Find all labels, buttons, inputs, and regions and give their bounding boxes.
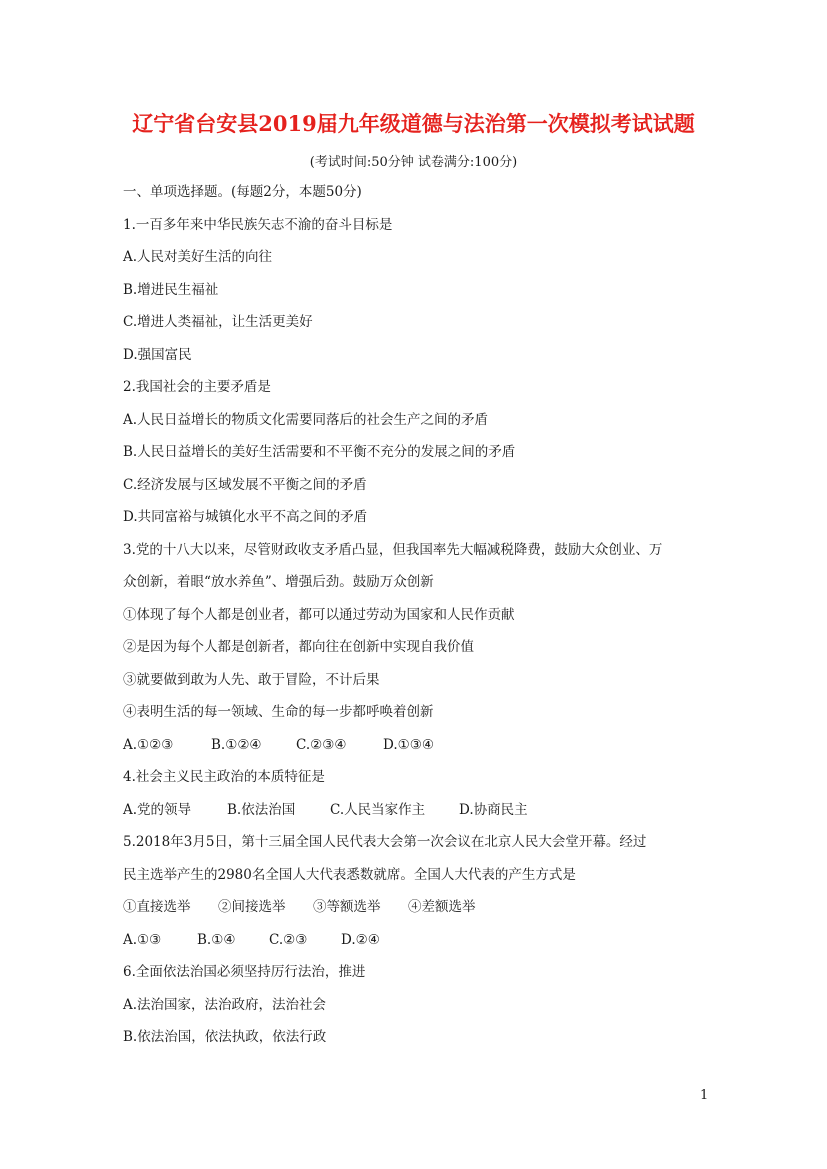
q2-option-a: A.人民日益增长的物质文化需要同落后的社会生产之间的矛盾 xyxy=(123,412,489,428)
q4-option-c: C.人民当家作主 xyxy=(330,802,426,818)
q1-option-a: A.人民对美好生活的向往 xyxy=(123,249,273,265)
q1-stem: 1.一百多年来中华民族矢志不渝的奋斗目标是 xyxy=(123,217,393,233)
q3-option-c: C.②③④ xyxy=(296,737,347,753)
q1-option-b: B.增进民生福祉 xyxy=(123,282,219,298)
q3-option-d: D.①③④ xyxy=(383,737,434,753)
q6-option-b: B.依法治国，依法执政，依法行政 xyxy=(123,1029,327,1045)
q5-statement-1: ①直接选举 xyxy=(123,899,191,915)
q1-option-c: C.增进人类福祉，让生活更美好 xyxy=(123,314,313,330)
q3-statement-3: ③就要做到敢为人先、敢于冒险，不计后果 xyxy=(123,672,380,688)
q5-statement-3: ③等额选举 xyxy=(313,899,381,915)
q4-option-d: D.协商民主 xyxy=(459,802,528,818)
q5-option-b: B.①④ xyxy=(197,932,236,948)
q3-stem-line2: 众创新，着眼“放水养鱼”、增强后劲。鼓励万众创新 xyxy=(123,574,434,590)
q4-options xyxy=(123,801,528,819)
q1-option-d: D.强国富民 xyxy=(123,347,192,363)
page-title: 辽宁省台安县2019届九年级道德与法治第一次模拟考试试题 xyxy=(132,111,695,136)
q3-statement-4: ④表明生活的每一领域、生命的每一步都呼唤着创新 xyxy=(123,704,434,720)
q5-option-c: C.②③ xyxy=(269,932,308,948)
section-heading: 一、单项选择题。(每题2分，本题50分) xyxy=(123,184,362,200)
q2-option-d: D.共同富裕与城镇化水平不高之间的矛盾 xyxy=(123,509,368,525)
q3-option-b: B.①②④ xyxy=(211,737,262,753)
exam-info: (考试时间:50分钟 试卷满分:100分) xyxy=(309,155,518,170)
q3-statement-1: ①体现了每个人都是创业者，都可以通过劳动为国家和人民作贡献 xyxy=(123,607,515,623)
q5-option-a: A.①③ xyxy=(123,932,162,948)
q2-stem: 2.我国社会的主要矛盾是 xyxy=(123,379,271,395)
q5-statement-2: ②间接选举 xyxy=(218,899,286,915)
q5-stem-line2: 民主选举产生的2980名全国人大代表悉数就席。全国人大代表的产生方式是 xyxy=(123,867,576,883)
q2-option-b: B.人民日益增长的美好生活需要和不平衡不充分的发展之间的矛盾 xyxy=(123,444,516,460)
q5-stem-line1: 5.2018年3月5日，第十三届全国人民代表大会第一次会议在北京人民大会堂开幕。经过 xyxy=(123,834,647,850)
q4-option-a: A.党的领导 xyxy=(123,802,192,818)
q3-options xyxy=(123,736,434,754)
q2-option-c: C.经济发展与区域发展不平衡之间的矛盾 xyxy=(123,477,367,493)
q6-stem: 6.全面依法治国必须坚持厉行法治，推进 xyxy=(123,964,366,980)
q4-option-b: B.依法治国 xyxy=(227,802,296,818)
q3-statement-2: ②是因为每个人都是创新者，都向往在创新中实现自我价值 xyxy=(123,639,474,655)
q3-stem-line1: 3.党的十八大以来，尽管财政收支矛盾凸显，但我国率先大幅减税降费，鼓励大众创业、万 xyxy=(123,542,663,558)
q5-statement-4: ④差额选举 xyxy=(408,899,476,915)
q5-options xyxy=(123,931,380,949)
q5-statements xyxy=(123,898,476,916)
page-number: 1 xyxy=(700,1088,709,1103)
q4-stem: 4.社会主义民主政治的本质特征是 xyxy=(123,769,325,785)
q3-option-a: A.①②③ xyxy=(123,737,174,753)
q6-option-a: A.法治国家，法治政府，法治社会 xyxy=(123,997,327,1013)
q5-option-d: D.②④ xyxy=(341,932,380,948)
